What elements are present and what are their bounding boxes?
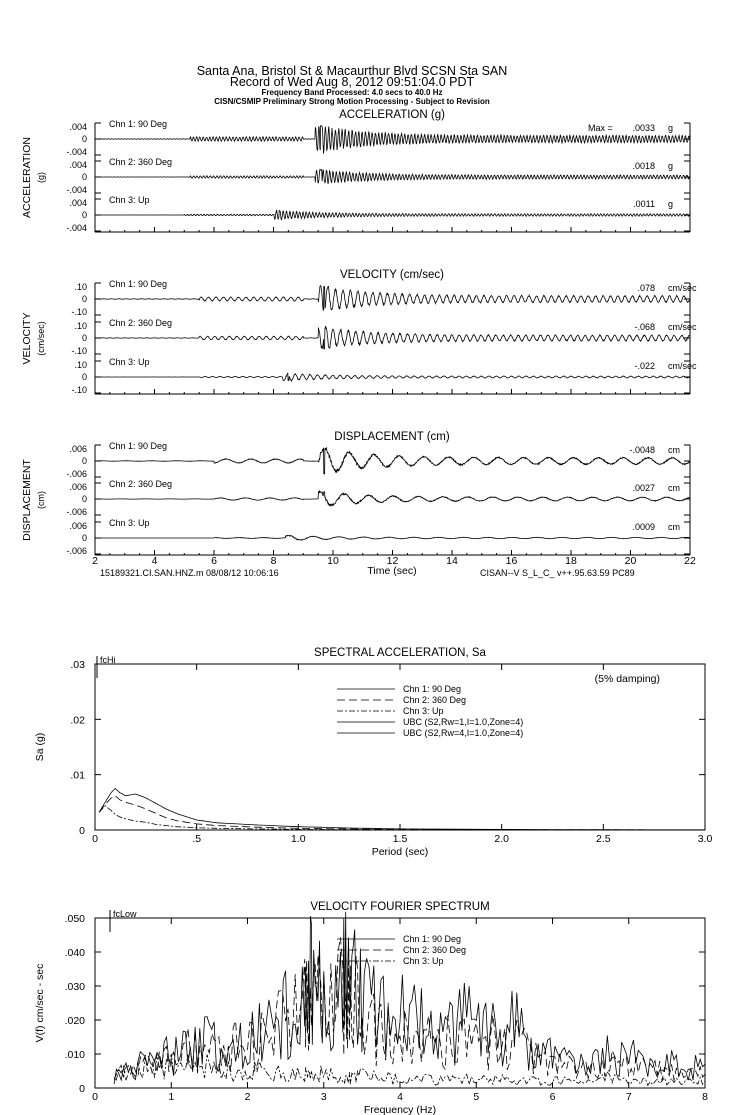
x-tick-label: 1 xyxy=(168,1091,175,1103)
y-tick-label: 0 xyxy=(81,456,87,466)
channel-label: Chn 3: Up xyxy=(109,518,150,528)
y-tick-label: .040 xyxy=(64,947,85,959)
peak-unit: cm xyxy=(668,445,680,455)
y-tick-label: .03 xyxy=(70,659,85,671)
y-tick-label: -.006 xyxy=(66,507,87,517)
y-tick-label: -.10 xyxy=(71,385,87,395)
y-tick-label: 0 xyxy=(81,494,87,504)
x-tick-label: .5 xyxy=(192,833,202,845)
y-axis-unit: (g) xyxy=(36,172,46,183)
x-axis-label: Period (sec) xyxy=(371,846,429,858)
trace-2 xyxy=(95,491,690,506)
x-tick-label: 2.0 xyxy=(494,833,509,845)
peak-value: .078 xyxy=(637,283,655,293)
peak-value: .0027 xyxy=(632,483,655,493)
x-tick-label: 3.0 xyxy=(697,833,713,845)
y-tick-label: 0 xyxy=(81,172,87,182)
y-axis-label: Sa (g) xyxy=(34,732,46,762)
y-tick-label: -.004 xyxy=(66,223,87,233)
frequency-band: Frequency Band Processed: 4.0 secs to 40.0 Hz xyxy=(261,88,443,97)
y-tick-label: 0 xyxy=(81,533,87,543)
spectrum-panel-4 xyxy=(34,901,708,1115)
y-tick-label: .020 xyxy=(64,1015,85,1027)
x-tick-label: 0 xyxy=(92,1091,98,1103)
y-tick-label: .010 xyxy=(64,1049,85,1061)
peak-value: .0018 xyxy=(632,161,655,171)
x-tick-label: 2 xyxy=(92,555,98,567)
y-axis-label: ACCELERATION xyxy=(21,137,33,218)
y-axis-unit: (cm/sec) xyxy=(36,321,46,356)
y-tick-label: -.004 xyxy=(66,185,87,195)
y-tick-label: .006 xyxy=(69,482,87,492)
x-tick-label: 6 xyxy=(211,555,217,567)
x-tick-label: 2 xyxy=(244,1091,251,1103)
time-history-panel-3 xyxy=(21,431,690,556)
trace-2 xyxy=(95,326,690,349)
channel-label: Chn 1: 90 Deg xyxy=(109,279,168,289)
legend-entry: Chn 3: Up xyxy=(403,956,444,966)
y-tick-label: 0 xyxy=(81,210,87,220)
legend-entry: Chn 1: 90 Deg xyxy=(403,934,462,944)
x-tick-label: 2.5 xyxy=(596,833,611,845)
processing-note: CISN/CSMIP Preliminary Strong Motion Processing - Subject to Revision xyxy=(214,97,490,106)
y-axis-unit: (cm) xyxy=(36,491,46,509)
x-tick-label: 18 xyxy=(565,555,577,567)
trace-2 xyxy=(95,170,690,185)
x-tick-label: 3 xyxy=(320,1091,327,1103)
channel-label: Chn 1: 90 Deg xyxy=(109,119,168,129)
y-axis-label: V(f) cm/sec - sec xyxy=(34,963,46,1043)
channel-label: Chn 2: 360 Deg xyxy=(109,318,173,328)
x-tick-label: 1.0 xyxy=(291,833,306,845)
trace-1 xyxy=(95,447,690,474)
series-1 xyxy=(99,789,705,830)
time-axis-label: Time (sec) xyxy=(367,565,417,577)
peak-unit: g xyxy=(668,123,674,133)
y-axis-label: DISPLACEMENT xyxy=(21,459,33,541)
y-tick-label: 0 xyxy=(81,134,87,144)
time-history-panel-2 xyxy=(21,269,697,395)
y-tick-label: .006 xyxy=(69,444,87,454)
legend-entry: Chn 1: 90 Deg xyxy=(403,684,462,694)
x-tick-label: 5 xyxy=(473,1091,480,1103)
peak-value: -.022 xyxy=(634,361,655,371)
x-tick-label: 0 xyxy=(92,833,98,845)
peak-value: -.0048 xyxy=(629,445,655,455)
peak-unit: g xyxy=(668,161,674,171)
y-tick-label: .10 xyxy=(74,360,87,370)
x-tick-label: 14 xyxy=(446,555,458,567)
channel-label: Chn 2: 360 Deg xyxy=(109,157,173,167)
y-tick-label: .01 xyxy=(70,769,85,782)
footer-file-id: 15189321.CI.SAN.HNZ.m 08/08/12 10:06:16 xyxy=(100,568,279,578)
x-tick-label: 12 xyxy=(386,555,399,567)
station-title: Santa Ana, Bristol St & Macaurthur Blvd SCSN Sta SAN xyxy=(196,64,508,78)
marker-label: fcHi xyxy=(100,655,116,665)
spectrum-panel-3 xyxy=(34,647,712,858)
y-tick-label: .10 xyxy=(74,282,87,292)
panel-title: ACCELERATION (g) xyxy=(339,109,445,121)
y-tick-label: -.004 xyxy=(66,147,87,157)
plot-frame xyxy=(95,664,705,830)
peak-unit: cm/sec xyxy=(668,283,697,293)
y-tick-label: -.10 xyxy=(71,307,87,317)
channel-label: Chn 3: Up xyxy=(109,195,150,205)
legend-entry: UBC (S2,Rw=4,I=1.0,Zone=4) xyxy=(403,728,524,738)
plot-frame xyxy=(95,918,705,1088)
panel-title: VELOCITY (cm/sec) xyxy=(340,269,444,281)
y-tick-label: 0 xyxy=(79,1083,85,1095)
peak-value: .0011 xyxy=(633,199,655,209)
y-tick-label: 0 xyxy=(81,372,87,382)
series-2 xyxy=(99,796,705,830)
y-tick-label: .004 xyxy=(69,160,87,170)
annotation: (5% damping) xyxy=(594,673,660,685)
x-tick-label: 20 xyxy=(624,555,637,567)
x-tick-label: 8 xyxy=(270,555,277,567)
x-tick-label: 6 xyxy=(549,1091,556,1103)
x-tick-label: 8 xyxy=(702,1091,708,1103)
peak-value: -.068 xyxy=(634,322,655,332)
legend-entry: Chn 3: Up xyxy=(403,706,444,716)
plots xyxy=(21,109,712,1115)
peak-unit: cm/sec xyxy=(668,322,697,332)
y-tick-label: .050 xyxy=(64,913,85,925)
legend-entry: Chn 2: 360 Deg xyxy=(403,945,467,955)
peak-unit: cm/sec xyxy=(668,361,697,371)
panel-title: SPECTRAL ACCELERATION, Sa xyxy=(314,647,486,659)
y-axis-label: VELOCITY xyxy=(21,312,33,365)
channel-label: Chn 2: 360 Deg xyxy=(109,479,173,489)
peak-value: .0033 xyxy=(632,123,655,133)
y-tick-label: -.006 xyxy=(66,469,87,479)
marker-label: fcLow xyxy=(113,909,137,919)
trace-3 xyxy=(95,210,690,220)
x-tick-label: 1.5 xyxy=(392,833,408,845)
y-tick-label: -.10 xyxy=(71,346,87,356)
peak-value: .0009 xyxy=(632,522,655,532)
y-tick-label: .006 xyxy=(69,521,87,531)
y-tick-label: .004 xyxy=(69,198,87,208)
peak-unit: cm xyxy=(668,522,680,532)
x-axis-label: Frequency (Hz) xyxy=(363,1104,437,1115)
y-tick-label: -.006 xyxy=(66,546,87,556)
max-prefix: Max = xyxy=(588,123,613,133)
legend-entry: UBC (S2,Rw=1,I=1.0,Zone=4) xyxy=(403,717,524,727)
y-tick-label: 0 xyxy=(81,333,87,343)
channel-label: Chn 3: Up xyxy=(109,357,150,367)
x-tick-label: 16 xyxy=(505,555,518,567)
peak-unit: g xyxy=(668,199,674,209)
panel-title: VELOCITY FOURIER SPECTRUM xyxy=(310,901,490,913)
legend-entry: Chn 2: 360 Deg xyxy=(403,695,467,705)
time-history-panel-1 xyxy=(21,109,690,233)
panel-title: DISPLACEMENT (cm) xyxy=(334,431,450,443)
x-tick-label: 22 xyxy=(684,555,696,567)
x-tick-label: 10 xyxy=(327,555,339,567)
record-time: Record of Wed Aug 8, 2012 09:51:04.0 PDT xyxy=(229,75,475,89)
peak-unit: cm xyxy=(668,483,680,493)
footer-version: CISAN--V S_L_C_ v++.95.63.59 PC89 xyxy=(480,568,635,578)
trace-1 xyxy=(95,286,690,311)
y-tick-label: .02 xyxy=(70,714,85,727)
y-tick-label: .004 xyxy=(69,122,87,132)
y-tick-label: .030 xyxy=(64,981,85,993)
channel-label: Chn 1: 90 Deg xyxy=(109,441,168,451)
trace-3 xyxy=(95,535,690,540)
y-tick-label: 0 xyxy=(81,294,87,304)
y-tick-label: 0 xyxy=(79,825,85,837)
x-tick-label: 4 xyxy=(151,555,158,567)
x-tick-label: 4 xyxy=(397,1091,403,1103)
y-tick-label: .10 xyxy=(74,321,87,331)
trace-3 xyxy=(95,373,690,381)
x-tick-label: 7 xyxy=(625,1091,632,1103)
